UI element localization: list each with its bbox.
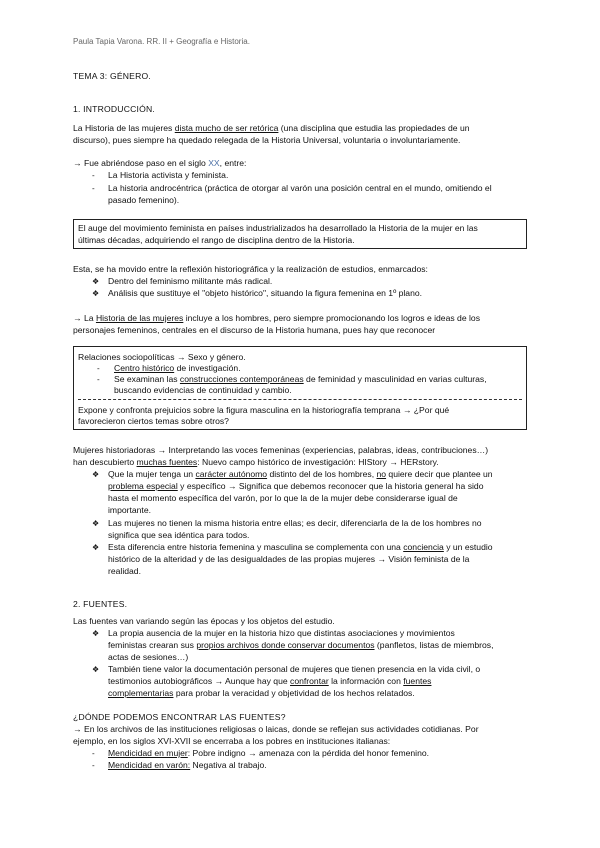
paragraph-line: Las fuentes van variando según las épocas y los objetos del estudio. [73,616,335,626]
paragraph-line: Mujeres historiadoras → Interpretando las voces femeninas (experiencias, palabras, ideas, contribuciones…) [73,445,489,455]
paragraph-line: → La Historia de las mujeres incluye a los hombres, pero siempre promocionando los logros e ideas de los [73,313,480,323]
diamond-bullet: ❖ [92,289,100,298]
list-item-continued: complementarias para probar la veracidad y objetividad de los hechos relatados. [108,688,415,698]
dash-bullet: - [92,761,95,770]
box-list-item: Se examinan las construcciones contemporáneas de feminidad y masculinidad en varias culturas, [114,374,487,384]
dash-bullet: - [92,171,95,180]
dash-bullet: - [97,364,100,373]
diamond-bullet: ❖ [92,665,100,674]
section-heading-sources: 2. FUENTES. [73,599,128,609]
list-item: Que la mujer tenga un carácter autónomo distinto del de los hombres, no quiere decir que plantee un [108,469,493,479]
paragraph-line: → Fue abriéndose paso en el siglo XX, entre: [73,158,247,168]
list-item-continued: importante. [108,505,151,515]
box-text-line: El auge del movimiento feminista en países industrializados ha desarrollado la Historia de la mujer en las [78,223,478,233]
paragraph-line: discurso), pues siempre ha quedado relegada de la Historia Universal, voluntaria o involuntariamente. [73,135,461,145]
list-item-continued: realidad. [108,566,141,576]
box-question-line: Expone y confronta prejuicios sobre la figura masculina en la historiografía temprana → ¿Por qué [78,405,450,415]
list-item-continued: significa que sea idéntica para todos. [108,530,250,540]
section-heading-intro: 1. INTRODUCCIÓN. [73,104,155,114]
topic-title: TEMA 3: GÉNERO. [73,71,151,81]
list-item: Esta diferencia entre historia femenina y masculina se complementa con una conciencia y un estudio [108,542,493,552]
list-item: Análisis que sustituye el "objeto histórico", situando la figura femenina en 1º plano. [108,288,423,298]
list-item: La Historia activista y feminista. [108,170,229,180]
diamond-bullet: ❖ [92,519,100,528]
document-header: Paula Tapia Varona. RR. II + Geografía e Historia. [73,37,250,46]
list-item-continued: pasado femenino). [108,195,180,205]
box-list-item-continued: buscando evidencias de continuidad y cambio. [114,385,292,395]
dash-bullet: - [97,375,100,384]
list-item: Las mujeres no tienen la misma historia entre ellas; es decir, diferenciarla de la de los hombres no [108,518,482,528]
paragraph-line: ejemplo, en los siglos XVI-XVII se encerraba a los pobres en instituciones italianas: [73,736,391,746]
diamond-bullet: ❖ [92,470,100,479]
list-item: La historia androcéntrica (práctica de otorgar al varón una posición central en el mundo, omitiendo el [108,183,492,193]
list-item-continued: testimonios autobiográficos → Aunque hay que confrontar la información con fuentes [108,676,432,686]
paragraph-line: personajes femeninos, centrales en el discurso de la Historia humana, pues hay que reconocer [73,325,436,335]
list-item: También tiene valor la documentación personal de mujeres que tienen presencia en la vida civil, o [108,664,481,674]
paragraph-line: han descubierto muchas fuentes: Nuevo campo histórico de investigación: HIStory → HERstory. [73,457,439,467]
box-question-line: favorecieron ciertos temas sobre otros? [78,416,229,426]
dash-bullet: - [92,749,95,758]
diamond-bullet: ❖ [92,543,100,552]
list-item-continued: problema especial y específico → Significa que debemos reconocer que la historia general ha sido [108,481,484,491]
list-item-continued: histórico de la alteridad y de las desigualdades de las propias mujeres → Visión feminista de la [108,554,470,564]
diamond-bullet: ❖ [92,277,100,286]
paragraph-line: Esta, se ha movido entre la reflexión historiográfica y la realización de estudios, enmarcados: [73,264,428,274]
box-list-item: Centro histórico de investigación. [114,363,241,373]
list-item: Mendicidad en mujer: Pobre indigno → amenaza con la pérdida del honor femenino. [108,748,430,758]
paragraph-line: La Historia de las mujeres dista mucho de ser retórica (una disciplina que estudia las propiedades de un [73,123,470,133]
list-item-continued: hasta el momento específica del varón, por lo que la de la mujer debe considerarse igual de [108,493,458,503]
list-item: Dentro del feminismo militante más radical. [108,276,273,286]
paragraph-line: → En los archivos de las instituciones religiosas o laicas, donde se reflejan sus actividades cotidianas. Por [73,724,479,734]
list-item-continued: actas de sesiones…) [108,652,189,662]
sources-question-heading: ¿DÓNDE PODEMOS ENCONTRAR LAS FUENTES? [73,712,286,722]
box-text-line: últimas décadas, adquiriendo el rango de disciplina dentro de la Historia. [78,235,355,245]
dashed-divider [78,399,522,400]
list-item-continued: feministas crearan sus propios archivos donde conservar documentos (panfletos, listas de miembros, [108,640,494,650]
box-title: Relaciones sociopolíticas → Sexo y género. [78,352,246,362]
list-item: La propia ausencia de la mujer en la historia hizo que distintas asociaciones y movimientos [108,628,455,638]
diamond-bullet: ❖ [92,629,100,638]
list-item: Mendicidad en varón: Negativa al trabajo. [108,760,267,770]
dash-bullet: - [92,184,95,193]
